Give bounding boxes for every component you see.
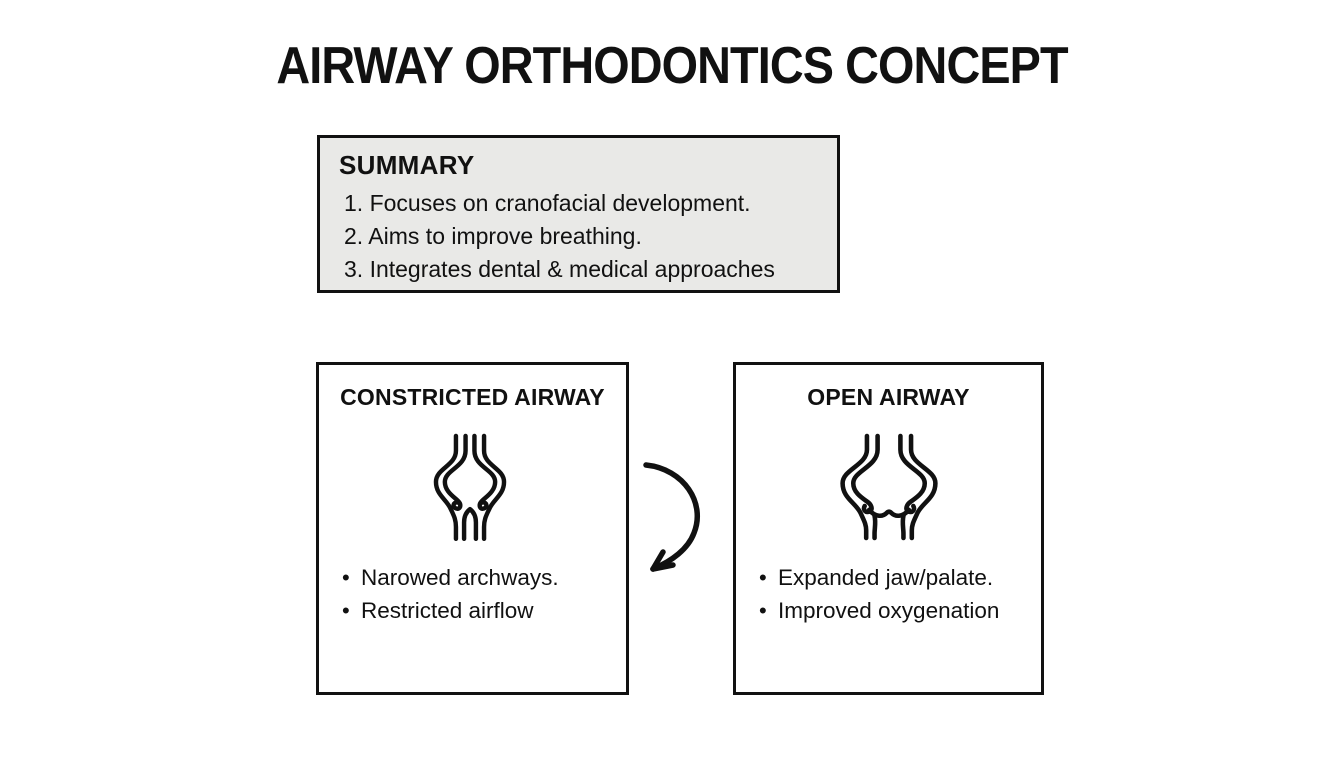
bullet-item bbox=[759, 594, 1031, 627]
summary-heading: SUMMARY bbox=[339, 150, 475, 180]
bullet-dot: • bbox=[759, 598, 767, 623]
open-airway-heading: OPEN AIRWAY bbox=[807, 384, 970, 410]
constricted-airway-panel bbox=[316, 362, 629, 695]
bullet-dot: • bbox=[342, 598, 350, 623]
bullet-text: Improved oxygenation bbox=[778, 598, 1000, 623]
bullet-item bbox=[759, 561, 1031, 594]
summary-item: 2. Aims to improve breathing. bbox=[344, 223, 642, 249]
bullet-dot: • bbox=[342, 565, 350, 590]
open-airway-bullets bbox=[759, 561, 1031, 627]
open-airway-panel bbox=[733, 362, 1044, 695]
page-title: AIRWAY ORTHODONTICS CONCEPT bbox=[276, 37, 1068, 95]
summary-item: 1. Focuses on cranofacial development. bbox=[344, 190, 751, 216]
curved-arrow-icon bbox=[618, 448, 718, 583]
bullet-dot: • bbox=[759, 565, 767, 590]
open-airway-icon bbox=[838, 433, 940, 541]
bullet-item bbox=[342, 594, 616, 627]
summary-box bbox=[317, 135, 840, 293]
constricted-airway-bullets bbox=[342, 561, 616, 627]
constricted-airway-icon bbox=[433, 433, 507, 541]
bullet-text: Restricted airflow bbox=[361, 598, 534, 623]
bullet-item bbox=[342, 561, 616, 594]
summary-item: 3. Integrates dental & medical approaches bbox=[344, 256, 775, 282]
bullet-text: Narowed archways. bbox=[361, 565, 559, 590]
bullet-text: Expanded jaw/palate. bbox=[778, 565, 994, 590]
constricted-airway-heading: CONSTRICTED AIRWAY bbox=[340, 384, 605, 410]
